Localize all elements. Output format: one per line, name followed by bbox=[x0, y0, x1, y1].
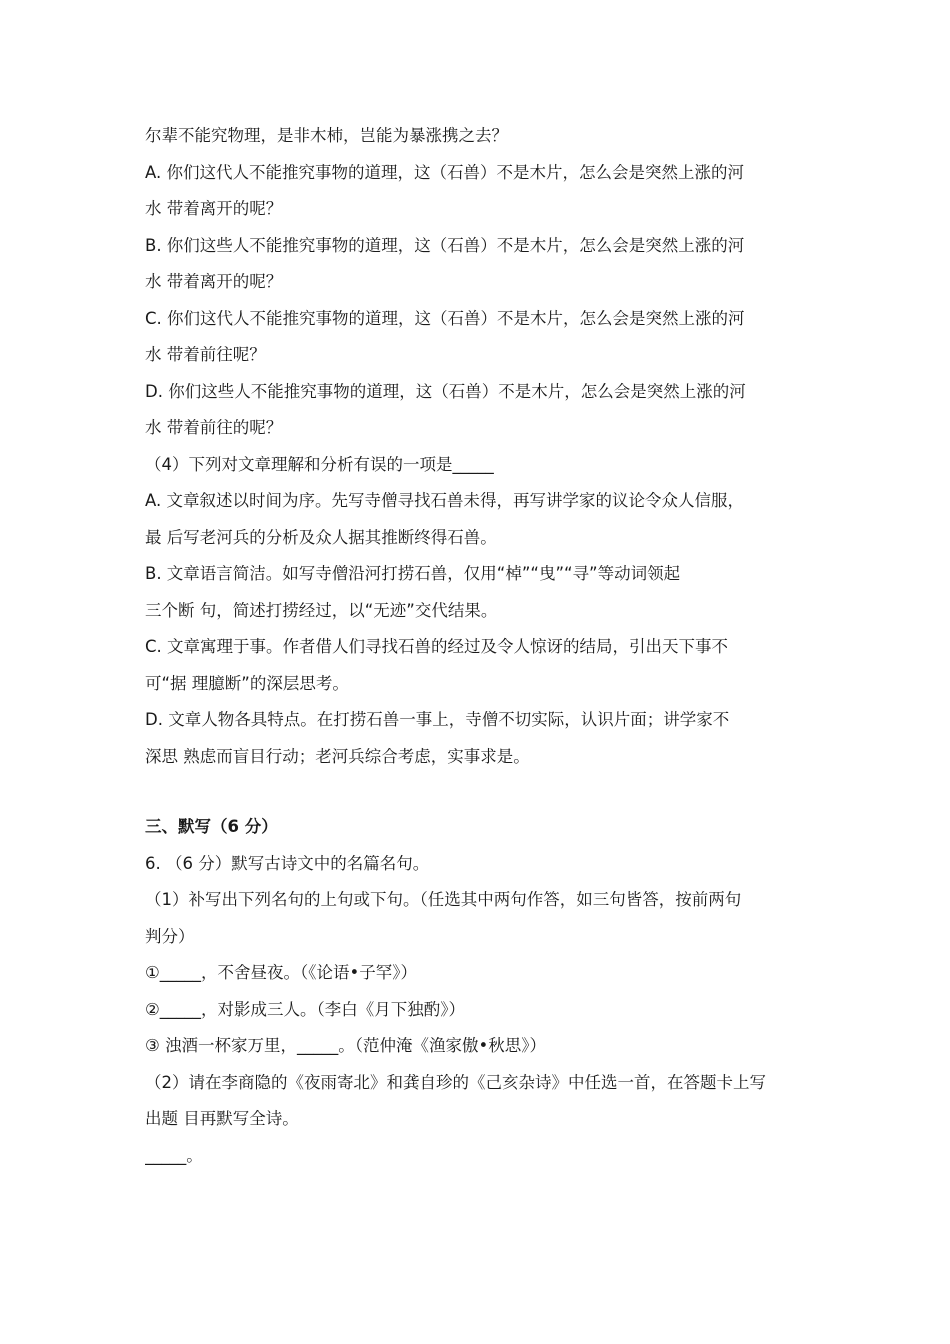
q3-option-b-cont: 水 带着离开的呢？ bbox=[145, 272, 283, 291]
q4-option-b: B. 文章语言简洁。如写寺僧沿河打捞石兽，仅用“棹”“曳”“寻”等动词领起 bbox=[145, 564, 681, 583]
q6-part2-instructions: （2）请在李商隐的《夜雨寄北》和龚自珍的《己亥杂诗》中任选一首，在答题卡上写 bbox=[145, 1072, 766, 1092]
q6-part1-instructions: （1）补写出下列名句的上句或下句。（任选其中两句作答，如三句皆答，按前两句 bbox=[145, 890, 742, 909]
q6-item-1: ①_____，不舍昼夜。（《论语•子罕》） bbox=[145, 963, 418, 982]
q4-option-c: C. 文章寓理于事。作者借人们寻找石兽的经过及令人惊讶的结局，引出天下事不 bbox=[145, 637, 729, 656]
q4-option-b-cont: 三个断 句，简述打捞经过，以“无迹”交代结果。 bbox=[145, 600, 498, 620]
q6-title: 6. （6 分）默写古诗文中的名篇名句。 bbox=[145, 853, 430, 873]
q4-option-c-cont: 可“据 理臆断”的深层思考。 bbox=[145, 673, 349, 693]
q6-answer-blank: _____。 bbox=[145, 1145, 203, 1165]
section-spacer bbox=[145, 775, 815, 809]
q6-part2-instructions-cont: 出题 目再默写全诗。 bbox=[145, 1109, 299, 1128]
q3-sentence: 尔辈不能究物理，是非木杮，岂能为暴涨携之去？ bbox=[145, 126, 508, 145]
q3-option-a-cont: 水 带着离开的呢？ bbox=[145, 199, 283, 218]
q3-option-d: D. 你们这些人不能推究事物的道理，这（石兽）不是木片，怎么会是突然上涨的河 bbox=[145, 381, 746, 401]
q3-option-c-cont: 水 带着前往呢？ bbox=[145, 345, 266, 364]
q6-item-3: ③ 浊酒一杯家万里，_____。（范仲淹《渔家傲•秋思》） bbox=[145, 1036, 547, 1055]
q3-option-d-cont: 水 带着前往的呢？ bbox=[145, 418, 283, 437]
q6-part1-instructions-cont: 判分） bbox=[145, 926, 195, 946]
section3-heading: 三、默写（6 分） bbox=[145, 817, 278, 836]
document-page bbox=[145, 118, 815, 1174]
q4-option-a-cont: 最 后写老河兵的分析及众人据其推断终得石兽。 bbox=[145, 527, 497, 547]
q4-option-d: D. 文章人物各具特点。在打捞石兽一事上，寺僧不切实际，认识片面；讲学家不 bbox=[145, 710, 730, 729]
q4-option-a: A. 文章叙述以时间为序。先写寺僧寻找石兽未得，再写讲学家的议论令众人信服， bbox=[145, 491, 744, 510]
q4-stem: （4）下列对文章理解和分析有误的一项是_____ bbox=[145, 454, 494, 474]
q3-option-a: A. 你们这代人不能推究事物的道理，这（石兽）不是木片，怎么会是突然上涨的河 bbox=[145, 162, 744, 182]
q4-option-d-cont: 深思 熟虑而盲目行动；老河兵综合考虑，实事求是。 bbox=[145, 746, 530, 766]
q6-item-2: ②_____，对影成三人。（李白《月下独酌》） bbox=[145, 999, 466, 1019]
q3-option-b: B. 你们这些人不能推究事物的道理，这（石兽）不是木片，怎么会是突然上涨的河 bbox=[145, 235, 745, 255]
q3-option-c: C. 你们这代人不能推究事物的道理，这（石兽）不是木片，怎么会是突然上涨的河 bbox=[145, 308, 745, 328]
